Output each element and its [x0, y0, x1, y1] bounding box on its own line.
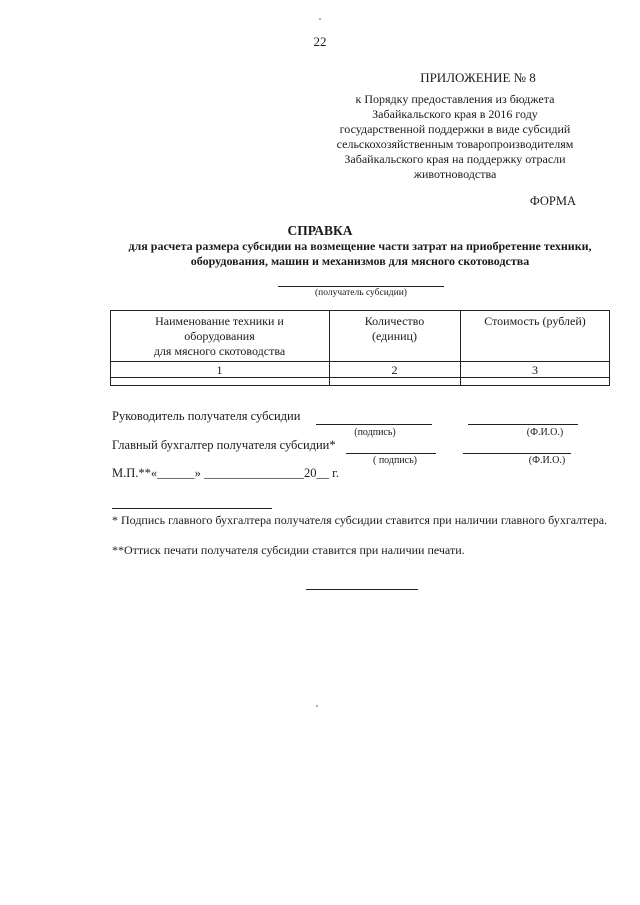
subtitle-line: Забайкальского края на поддержку отрасли [344, 152, 566, 166]
scan-dot [316, 705, 318, 707]
recipient-field-line [278, 286, 444, 287]
subtitle-line: Забайкальского края в 2016 году [372, 107, 538, 121]
recipient-caption: (получатель субсидии) [315, 288, 407, 298]
end-separator [306, 589, 418, 590]
subtitle-line: животноводства [413, 167, 497, 181]
scan-dot [319, 18, 321, 20]
subtitle-line: к Порядку предоставления из бюджета [355, 92, 555, 106]
name-caption: (Ф.И.О.) [526, 427, 564, 438]
accountant-name-line [463, 453, 571, 454]
accountant-signature-line [346, 453, 436, 454]
table-header-cell: Наименование техники и оборудования для мясного скотоводства [153, 314, 286, 358]
head-signature-label: Руководитель получателя субсидии [112, 409, 301, 423]
page-number: 22 [313, 34, 327, 49]
subtitle-line: сельскохозяйственным товаропроизводителям [336, 137, 574, 151]
name-caption: (Ф.И.О.) [528, 455, 566, 466]
document-title: СПРАВКА [287, 223, 353, 238]
table-divider [110, 361, 610, 362]
appendix-subtitle [330, 92, 580, 182]
column-number: 3 [532, 363, 538, 377]
head-signature-line [316, 424, 432, 425]
equipment-table [110, 310, 610, 386]
table-header-cell: Стоимость (рублей) [484, 314, 586, 328]
column-number: 1 [216, 363, 223, 377]
signature-caption: (подпись) [354, 427, 396, 438]
accountant-signature-label: Главный бухгалтер получателя субсидии* [112, 438, 336, 452]
footnote: * Подпись главного бухгалтера получателя субсидии ставится при наличии главного бухгалтера. [112, 513, 608, 527]
signature-caption: ( подпись) [372, 455, 417, 466]
appendix-label: ПРИЛОЖЕНИЕ № 8 [420, 70, 536, 85]
heading-line: для расчета размера субсидии на возмещение части затрат на приобретение техники, [128, 239, 592, 253]
footnote-separator [112, 508, 272, 509]
subtitle-line: государственной поддержки в виде субсидий [339, 122, 571, 136]
footnote: **Оттиск печати получателя субсидии ставится при наличии печати. [112, 543, 465, 557]
heading-line: оборудования, машин и механизмов для мясного скотоводства [190, 254, 530, 268]
seal-date-line: М.П.**«______» ________________20__ г. [112, 466, 339, 480]
document-heading [100, 239, 620, 269]
form-label: ФОРМА [529, 194, 576, 208]
column-number: 2 [391, 363, 398, 377]
head-name-line [468, 424, 578, 425]
table-header-cell: Количество (единиц) [364, 314, 425, 343]
